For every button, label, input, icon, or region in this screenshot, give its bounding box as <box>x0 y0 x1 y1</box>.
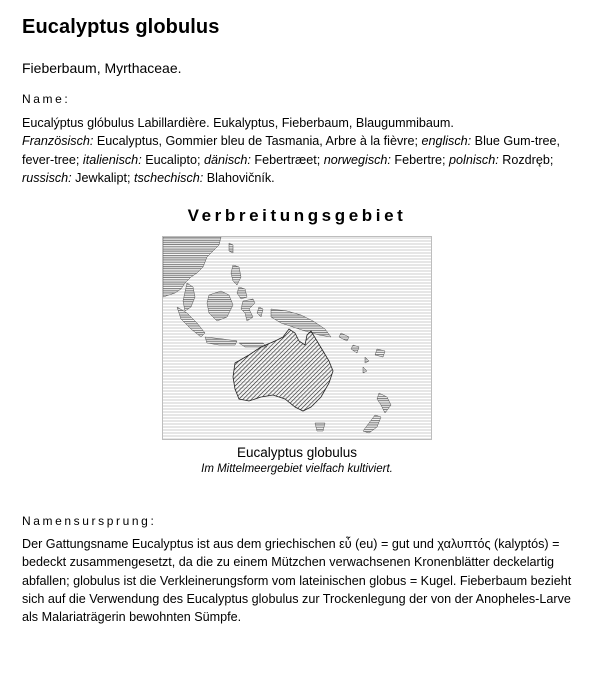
map-caption: Eucalyptus globulus <box>236 445 358 460</box>
page-subtitle: Fieberbaum, Myrthaceae. <box>22 60 182 76</box>
lang-polish-label: polnisch: <box>449 152 499 167</box>
lang-french-text: Eucalyptus, Gommier bleu de Tasmania, Arbre à la fièvre; <box>93 134 422 149</box>
etymology-text: Der Gattungsname Eucalyptus ist aus dem griechischen εὖ (eu) = gut und χαλυπτός (kalyptós) = bedeckt zusammengesetzt, da die zu einem Mützchen verwachsenen Kronenblätter deckelartig abfallen; globulus ist die Verkleinerungsform vom lateinischen globus = Kugel. Fieberbaum bezieht sich auf die Verwendung des Eucalyptus globulus zur Trockenlegung der von der Anopheles-Larve als Malariaträgerin bewohnten Sümpfe. <box>22 537 572 625</box>
map-subcaption: Im Mittelmeergebiet vielfach kultiviert. <box>201 463 393 475</box>
lang-russian-text: Jewkalipt; <box>71 170 134 185</box>
name-section-text <box>22 114 574 187</box>
lang-italian-label: italienisch: <box>82 152 142 167</box>
lang-danish-label: dänisch: <box>204 152 251 167</box>
lang-czech-label: tschechisch: <box>133 170 204 185</box>
distribution-map-image <box>163 237 431 439</box>
lang-english-label: englisch: <box>421 134 472 149</box>
lang-polish-text: Rozdręb; <box>498 152 554 167</box>
lang-norwegian-text: Febertre; <box>390 152 450 167</box>
lang-russian-label: russisch: <box>22 170 72 185</box>
lang-norwegian-label: norwegisch: <box>323 152 391 167</box>
name-line-main: Eucalýptus glóbulus Labillardière. Eukalyptus, Fieberbaum, Blaugummibaum. <box>22 116 454 130</box>
lang-czech-text: Blahovičník. <box>203 170 275 185</box>
lang-italian-text: Eucalipto; <box>141 152 205 167</box>
page-title: Eucalyptus globulus <box>22 16 220 38</box>
lang-danish-text: Febertræet; <box>250 152 324 167</box>
etymology-section-label: Namensursprung: <box>22 514 157 528</box>
distribution-heading: Verbreitungsgebiet <box>187 206 407 225</box>
lang-english-text: Blue Gum-tree, fever-tree; <box>22 134 561 167</box>
distribution-map <box>162 236 432 440</box>
name-section-label: Name: <box>22 92 71 106</box>
lang-french-label: Französisch: <box>22 134 94 149</box>
